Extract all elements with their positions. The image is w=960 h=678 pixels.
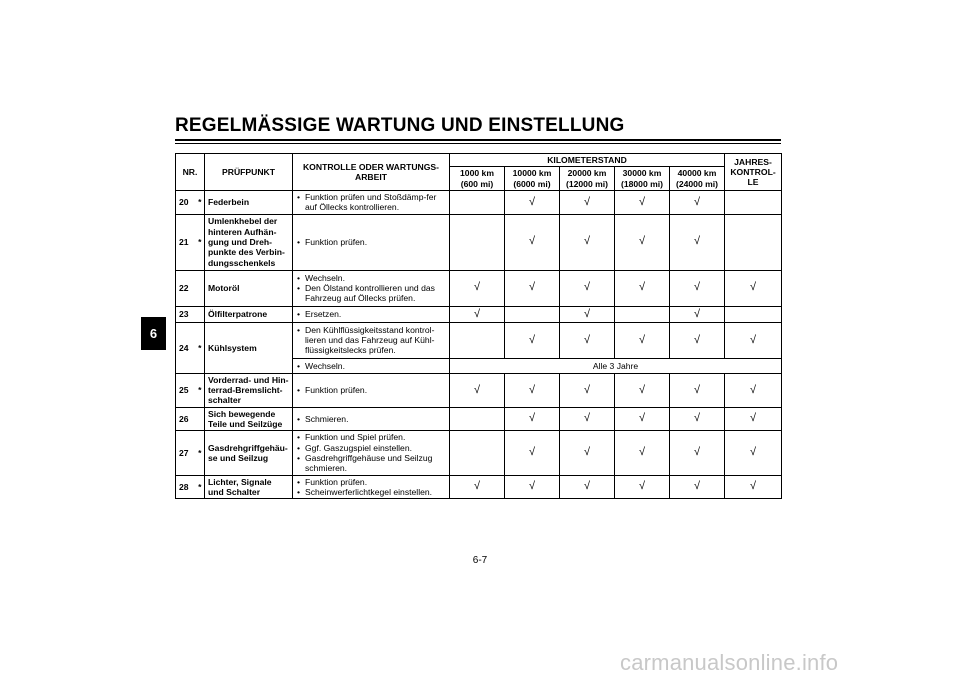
check-mark-cell: √ (560, 214, 615, 270)
check-mark-cell: √ (615, 373, 670, 407)
title-rule-thin (175, 143, 781, 144)
table-row (176, 431, 782, 475)
check-mark-cell: √ (560, 322, 615, 358)
check-mark-cell: √ (725, 322, 782, 358)
action-cell (293, 358, 450, 373)
header-mi-value: (600 mi) (460, 178, 494, 189)
asterisk-marker: * (196, 322, 205, 373)
check-mark-cell: √ (615, 190, 670, 214)
check-mark-cell: √ (505, 431, 560, 475)
action-cell (293, 407, 450, 431)
page-title: REGELMÄSSIGE WARTUNG UND EINSTELLUNG (175, 115, 625, 136)
action-item: • Wechseln. (305, 361, 446, 371)
action-cell (293, 214, 450, 270)
header-km-4 (615, 167, 670, 191)
check-item: Vorderrad- und Hin-terrad-Bremslicht-schalter (205, 373, 293, 407)
check-mark-cell: √ (505, 373, 560, 407)
action-list (296, 273, 446, 304)
check-mark-cell: √ (725, 270, 782, 306)
maintenance-table (175, 153, 782, 499)
check-mark-cell (450, 431, 505, 475)
check-mark-cell (615, 306, 670, 322)
check-mark-cell (725, 306, 782, 322)
check-mark-cell: √ (560, 190, 615, 214)
action-cell (293, 475, 450, 499)
header-action: KONTROLLE ODER WARTUNGS-ARBEIT (293, 154, 450, 191)
row-number: 28 (176, 475, 196, 499)
watermark: carmanualsonline.info (620, 650, 839, 675)
action-item: • Funktion prüfen. (305, 477, 446, 487)
check-mark-cell: √ (560, 270, 615, 306)
row-number: 20 (176, 190, 196, 214)
table-row (176, 407, 782, 431)
action-list (296, 325, 446, 356)
check-mark-cell: √ (670, 214, 725, 270)
check-item: Kühlsystem (205, 322, 293, 373)
table-row (176, 306, 782, 322)
check-mark-cell (725, 214, 782, 270)
asterisk-marker (196, 407, 205, 431)
check-mark-cell: √ (505, 214, 560, 270)
table-header-row (176, 154, 782, 167)
check-mark-cell: √ (725, 373, 782, 407)
check-mark-cell: √ (450, 306, 505, 322)
check-mark-cell (725, 190, 782, 214)
action-cell (293, 190, 450, 214)
check-mark-cell: √ (615, 475, 670, 499)
check-item: Lichter, Signale und Schalter (205, 475, 293, 499)
check-mark-cell: √ (615, 431, 670, 475)
action-item: • Funktion prüfen. (305, 385, 446, 395)
check-mark-cell: √ (450, 373, 505, 407)
check-mark-cell: √ (670, 270, 725, 306)
action-list (296, 414, 446, 424)
check-mark-cell: √ (505, 407, 560, 431)
table-row (176, 270, 782, 306)
check-mark-cell: √ (560, 306, 615, 322)
check-mark-cell: √ (670, 407, 725, 431)
action-item: • Ggf. Gaszugspiel einstellen. (305, 443, 446, 453)
row-number: 25 (176, 373, 196, 407)
header-mi-value: (12000 mi) (565, 178, 609, 189)
table-row (176, 214, 782, 270)
asterisk-marker (196, 270, 205, 306)
check-mark-cell: √ (505, 475, 560, 499)
action-item: • Funktion prüfen. (305, 237, 446, 247)
header-km-value: 10000 km (512, 168, 552, 179)
header-km-value: 1000 km (460, 168, 494, 179)
check-mark-cell: √ (615, 214, 670, 270)
row-number: 23 (176, 306, 196, 322)
asterisk-marker: * (196, 475, 205, 499)
check-mark-cell (450, 407, 505, 431)
header-annual: JAHRES-KONTROL-LE (725, 154, 782, 191)
check-mark-cell (450, 190, 505, 214)
action-cell (293, 270, 450, 306)
asterisk-marker: * (196, 190, 205, 214)
header-mi-value: (18000 mi) (620, 178, 664, 189)
check-mark-cell: √ (670, 373, 725, 407)
table-row (176, 322, 782, 358)
action-item: • Gasdrehgriffgehäuse und Seilzug schmieren. (305, 453, 446, 474)
asterisk-marker: * (196, 373, 205, 407)
header-km-value: 30000 km (622, 168, 662, 179)
action-list (296, 361, 446, 371)
action-item: • Funktion und Spiel prüfen. (305, 432, 446, 442)
check-mark-cell: √ (560, 407, 615, 431)
header-mi-value: (24000 mi) (675, 178, 719, 189)
check-mark-cell: √ (450, 475, 505, 499)
check-mark-cell: √ (615, 407, 670, 431)
action-cell (293, 322, 450, 358)
check-mark-cell (505, 306, 560, 322)
table-body (176, 190, 782, 498)
asterisk-marker: * (196, 214, 205, 270)
check-mark-cell: √ (670, 475, 725, 499)
action-item: • Schmieren. (305, 414, 446, 424)
check-mark-cell: √ (560, 431, 615, 475)
asterisk-marker (196, 306, 205, 322)
header-km-2 (505, 167, 560, 191)
check-mark-cell: √ (725, 475, 782, 499)
title-rule (175, 139, 781, 141)
header-km-1 (450, 167, 505, 191)
check-mark-cell (450, 322, 505, 358)
action-item: • Funktion prüfen und Stoßdämp-fer auf Öllecks kontrollieren. (305, 192, 446, 213)
check-mark-cell: √ (560, 475, 615, 499)
check-mark-cell: √ (725, 431, 782, 475)
page-number: 6-7 (472, 555, 488, 566)
action-list (296, 385, 446, 395)
row-number: 21 (176, 214, 196, 270)
action-list (296, 192, 446, 213)
action-cell (293, 431, 450, 475)
header-item: PRÜFPUNKT (205, 154, 293, 191)
check-mark-cell: √ (725, 407, 782, 431)
row-number: 24 (176, 322, 196, 373)
check-mark-cell: √ (505, 190, 560, 214)
check-mark-cell: √ (505, 270, 560, 306)
action-item: • Den Ölstand kontrollieren und das Fahrzeug auf Öllecks prüfen. (305, 283, 446, 304)
header-km-3 (560, 167, 615, 191)
asterisk-marker: * (196, 431, 205, 475)
check-item: Federbein (205, 190, 293, 214)
action-cell (293, 373, 450, 407)
check-mark-cell: √ (670, 190, 725, 214)
check-mark-cell (450, 214, 505, 270)
check-mark-cell: √ (615, 322, 670, 358)
action-item: • Den Kühlflüssigkeitsstand kontrol-lieren und das Fahrzeug auf Kühl-flüssigkeitslecks prüfen. (305, 325, 446, 356)
table-row (176, 190, 782, 214)
header-km-value: 40000 km (677, 168, 717, 179)
action-cell (293, 306, 450, 322)
header-km-group: KILOMETERSTAND (450, 154, 725, 167)
check-item: Sich bewegende Teile und Seilzüge (205, 407, 293, 431)
chapter-tab: 6 (141, 317, 166, 350)
row-number: 22 (176, 270, 196, 306)
check-item: Umlenkhebel der hinteren Aufhän-gung und Dreh-punkte des Verbin-dungsschenkels (205, 214, 293, 270)
table-row (176, 373, 782, 407)
check-item: Gasdrehgriffgehäu-se und Seilzug (205, 431, 293, 475)
action-item: • Ersetzen. (305, 309, 446, 319)
interval-span-cell: Alle 3 Jahre (450, 358, 782, 373)
action-item: • Wechseln. (305, 273, 446, 283)
action-list (296, 237, 446, 247)
check-mark-cell: √ (670, 306, 725, 322)
check-mark-cell: √ (670, 431, 725, 475)
row-number: 26 (176, 407, 196, 431)
check-mark-cell: √ (450, 270, 505, 306)
action-list (296, 309, 446, 319)
table-row (176, 475, 782, 499)
check-item: Motoröl (205, 270, 293, 306)
check-mark-cell: √ (560, 373, 615, 407)
row-number: 27 (176, 431, 196, 475)
header-nr: NR. (176, 154, 205, 191)
check-mark-cell: √ (505, 322, 560, 358)
action-list (296, 432, 446, 473)
check-mark-cell: √ (670, 322, 725, 358)
header-km-5 (670, 167, 725, 191)
header-mi-value: (6000 mi) (513, 178, 551, 189)
check-item: Ölfilterpatrone (205, 306, 293, 322)
action-list (296, 477, 446, 498)
action-item: • Scheinwerferlichtkegel einstellen. (305, 487, 446, 497)
check-mark-cell: √ (615, 270, 670, 306)
header-km-value: 20000 km (567, 168, 607, 179)
